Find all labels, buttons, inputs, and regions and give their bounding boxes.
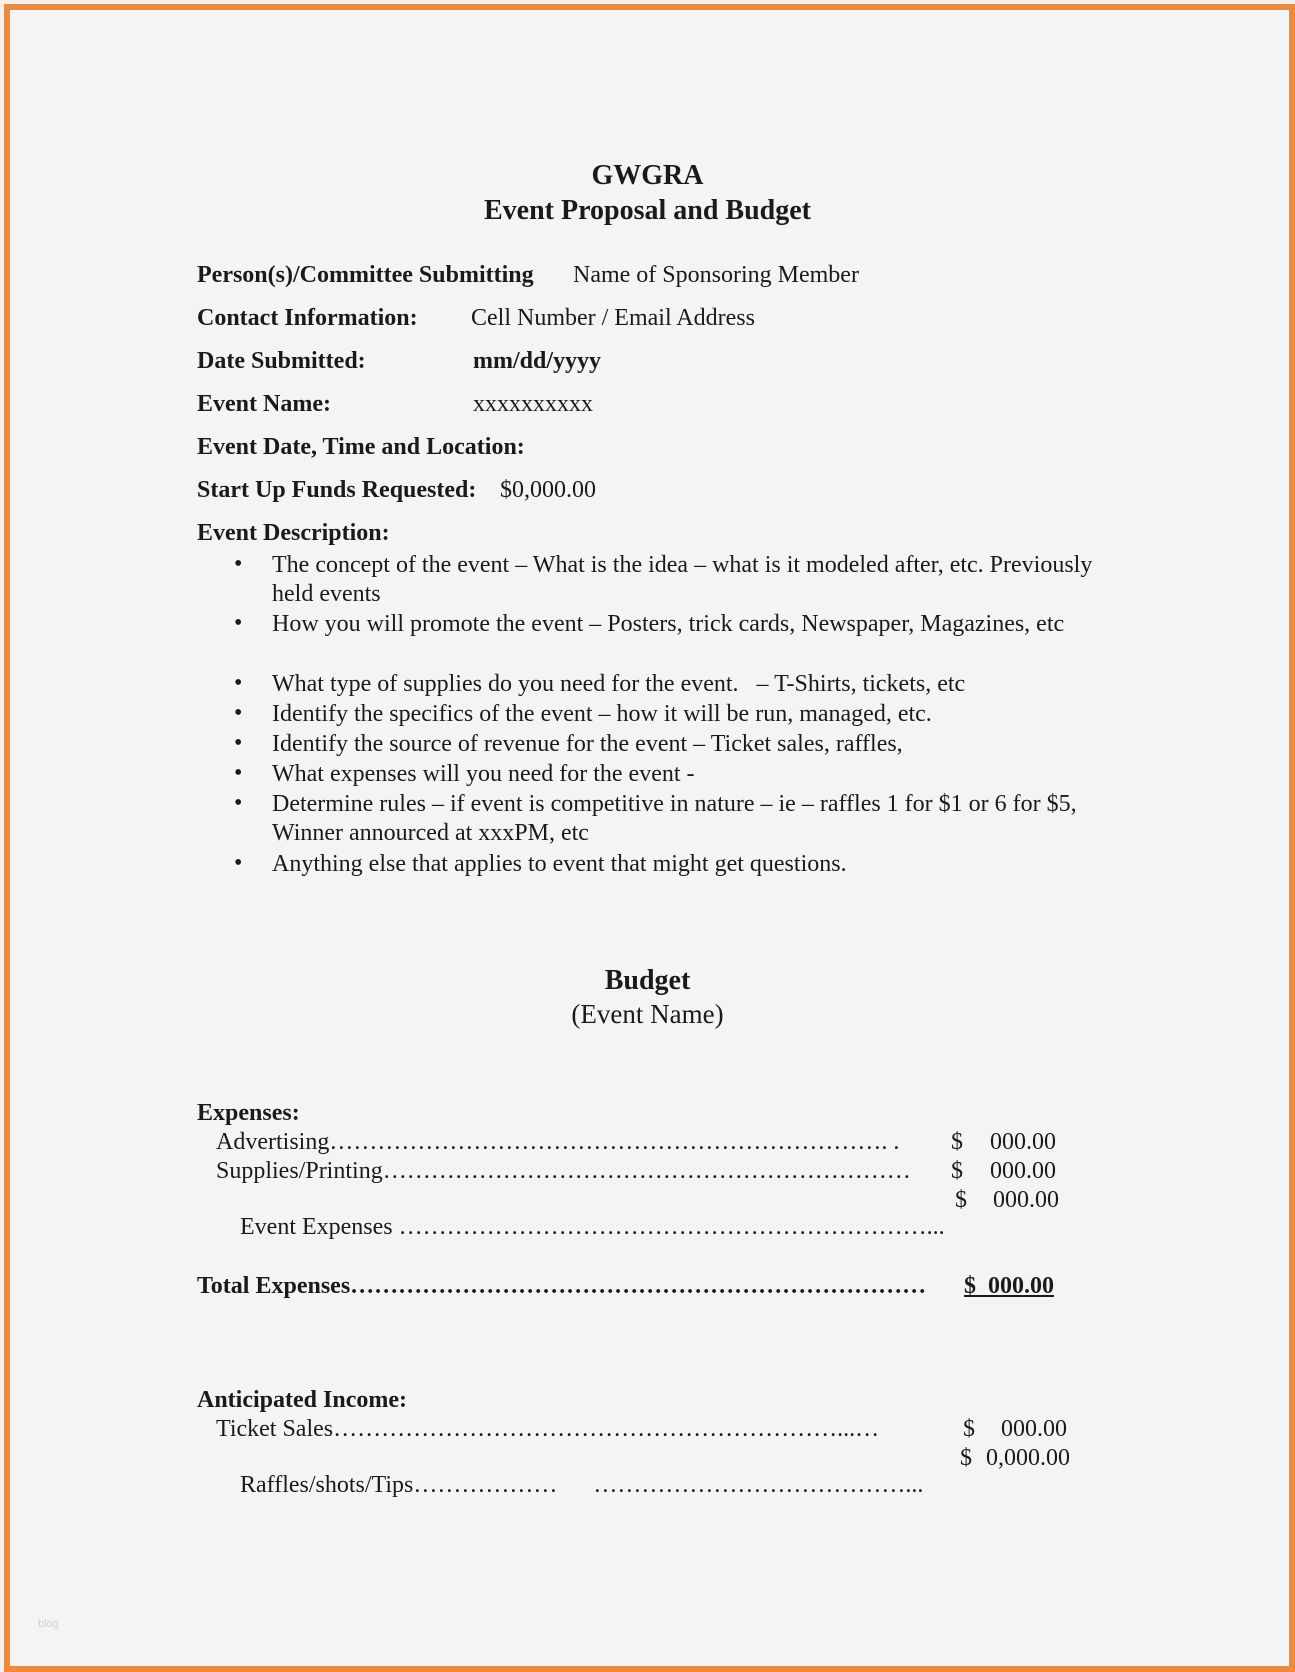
field-label-funds: Start Up Funds Requested: [197, 477, 477, 503]
bullet-icon: • [234, 790, 243, 816]
expense-row [216, 1187, 951, 1268]
field-label-event-name: Event Name: [197, 391, 331, 417]
field-value-funds: $0,000.00 [500, 477, 596, 503]
field-value-date: mm/dd/yyyy [473, 348, 602, 374]
bullet-icon: • [234, 760, 243, 786]
document-title: Event Proposal and Budget [484, 195, 811, 226]
income-label: Ticket Sales [216, 1416, 334, 1442]
field-label-event-date: Event Date, Time and Location: [197, 434, 525, 460]
total-expenses-row [197, 1273, 926, 1300]
expense-label: Advertising [216, 1129, 330, 1155]
leader-dots: ………………………………………………………… [382, 1158, 911, 1184]
bullet-icon: • [234, 670, 243, 696]
income-currency: $ [963, 1416, 975, 1442]
field-label-contact: Contact Information: [197, 305, 418, 331]
budget-subtitle: (Event Name) [571, 999, 724, 1029]
expense-label: Event Expenses [240, 1214, 399, 1240]
income-row [216, 1416, 879, 1443]
income-amount: 000.00 [1001, 1416, 1067, 1442]
bullet-item: Identify the specifics of the event – how it will be run, managed, etc. [272, 701, 932, 727]
bullet-item: Determine rules – if event is competitive in nature – ie – raffles 1 for $1 or 6 for $5, Winner annourced at xxxPM, etc [272, 791, 1077, 846]
expense-amount: 000.00 [990, 1158, 1056, 1184]
total-amount: $ 000.00 [964, 1273, 1054, 1299]
field-value-event-name: xxxxxxxxxx [473, 391, 593, 417]
expense-label: Supplies/Printing [216, 1158, 383, 1184]
income-amount: 0,000.00 [986, 1445, 1070, 1471]
bullet-item: What type of supplies do you need for the event. – T-Shirts, tickets, etc [272, 671, 966, 697]
field-value-contact: Cell Number / Email Address [471, 305, 755, 331]
bullet-item: How you will promote the event – Posters, trick cards, Newspaper, Magazines, etc [272, 611, 1065, 637]
leader-dots: …………………………………………………………... [398, 1214, 951, 1240]
watermark: blog [38, 1618, 59, 1630]
leader-dots: ……………………………………………………………… [350, 1273, 927, 1299]
budget-title: Budget [604, 965, 691, 996]
income-label: Raffles/shots/Tips [240, 1472, 414, 1498]
expense-currency: $ [951, 1129, 963, 1155]
field-label-submitter: Person(s)/Committee Submitting [197, 262, 534, 288]
income-currency: $ [960, 1445, 972, 1471]
expense-currency: $ [951, 1158, 963, 1184]
bullet-icon: • [234, 610, 243, 636]
field-label-date: Date Submitted: [197, 348, 366, 374]
description-heading: Event Description: [197, 520, 390, 546]
expense-amount: 000.00 [993, 1187, 1059, 1213]
org-title: GWGRA [591, 160, 704, 191]
bullet-item: The concept of the event – What is the idea – what is it modeled after, etc. Previously held events [272, 552, 1093, 607]
bullet-item: What expenses will you need for the event - [272, 761, 695, 787]
field-value-submitter: Name of Sponsoring Member [573, 262, 859, 288]
bullet-item: Identify the source of revenue for the event – Ticket sales, raffles, [272, 731, 903, 757]
expense-row [216, 1158, 911, 1185]
leader-dots: ………………………………………………………...… [333, 1416, 880, 1442]
bullet-item: Anything else that applies to event that might get questions. [272, 851, 847, 877]
leader-dots: ……………………………………………………………. . [329, 1129, 900, 1155]
income-row [216, 1445, 929, 1526]
income-heading: Anticipated Income: [197, 1387, 407, 1413]
total-label: Total Expenses [197, 1273, 351, 1299]
bullet-icon: • [234, 730, 243, 756]
expense-row [216, 1129, 899, 1156]
leader-dots: ……………… …………………………………... [413, 1472, 930, 1498]
bullet-icon: • [234, 700, 243, 726]
bullet-icon: • [234, 850, 243, 876]
expense-amount: 000.00 [990, 1129, 1056, 1155]
expenses-heading: Expenses: [197, 1100, 300, 1126]
bullet-icon: • [234, 551, 243, 577]
expense-currency: $ [955, 1187, 967, 1213]
